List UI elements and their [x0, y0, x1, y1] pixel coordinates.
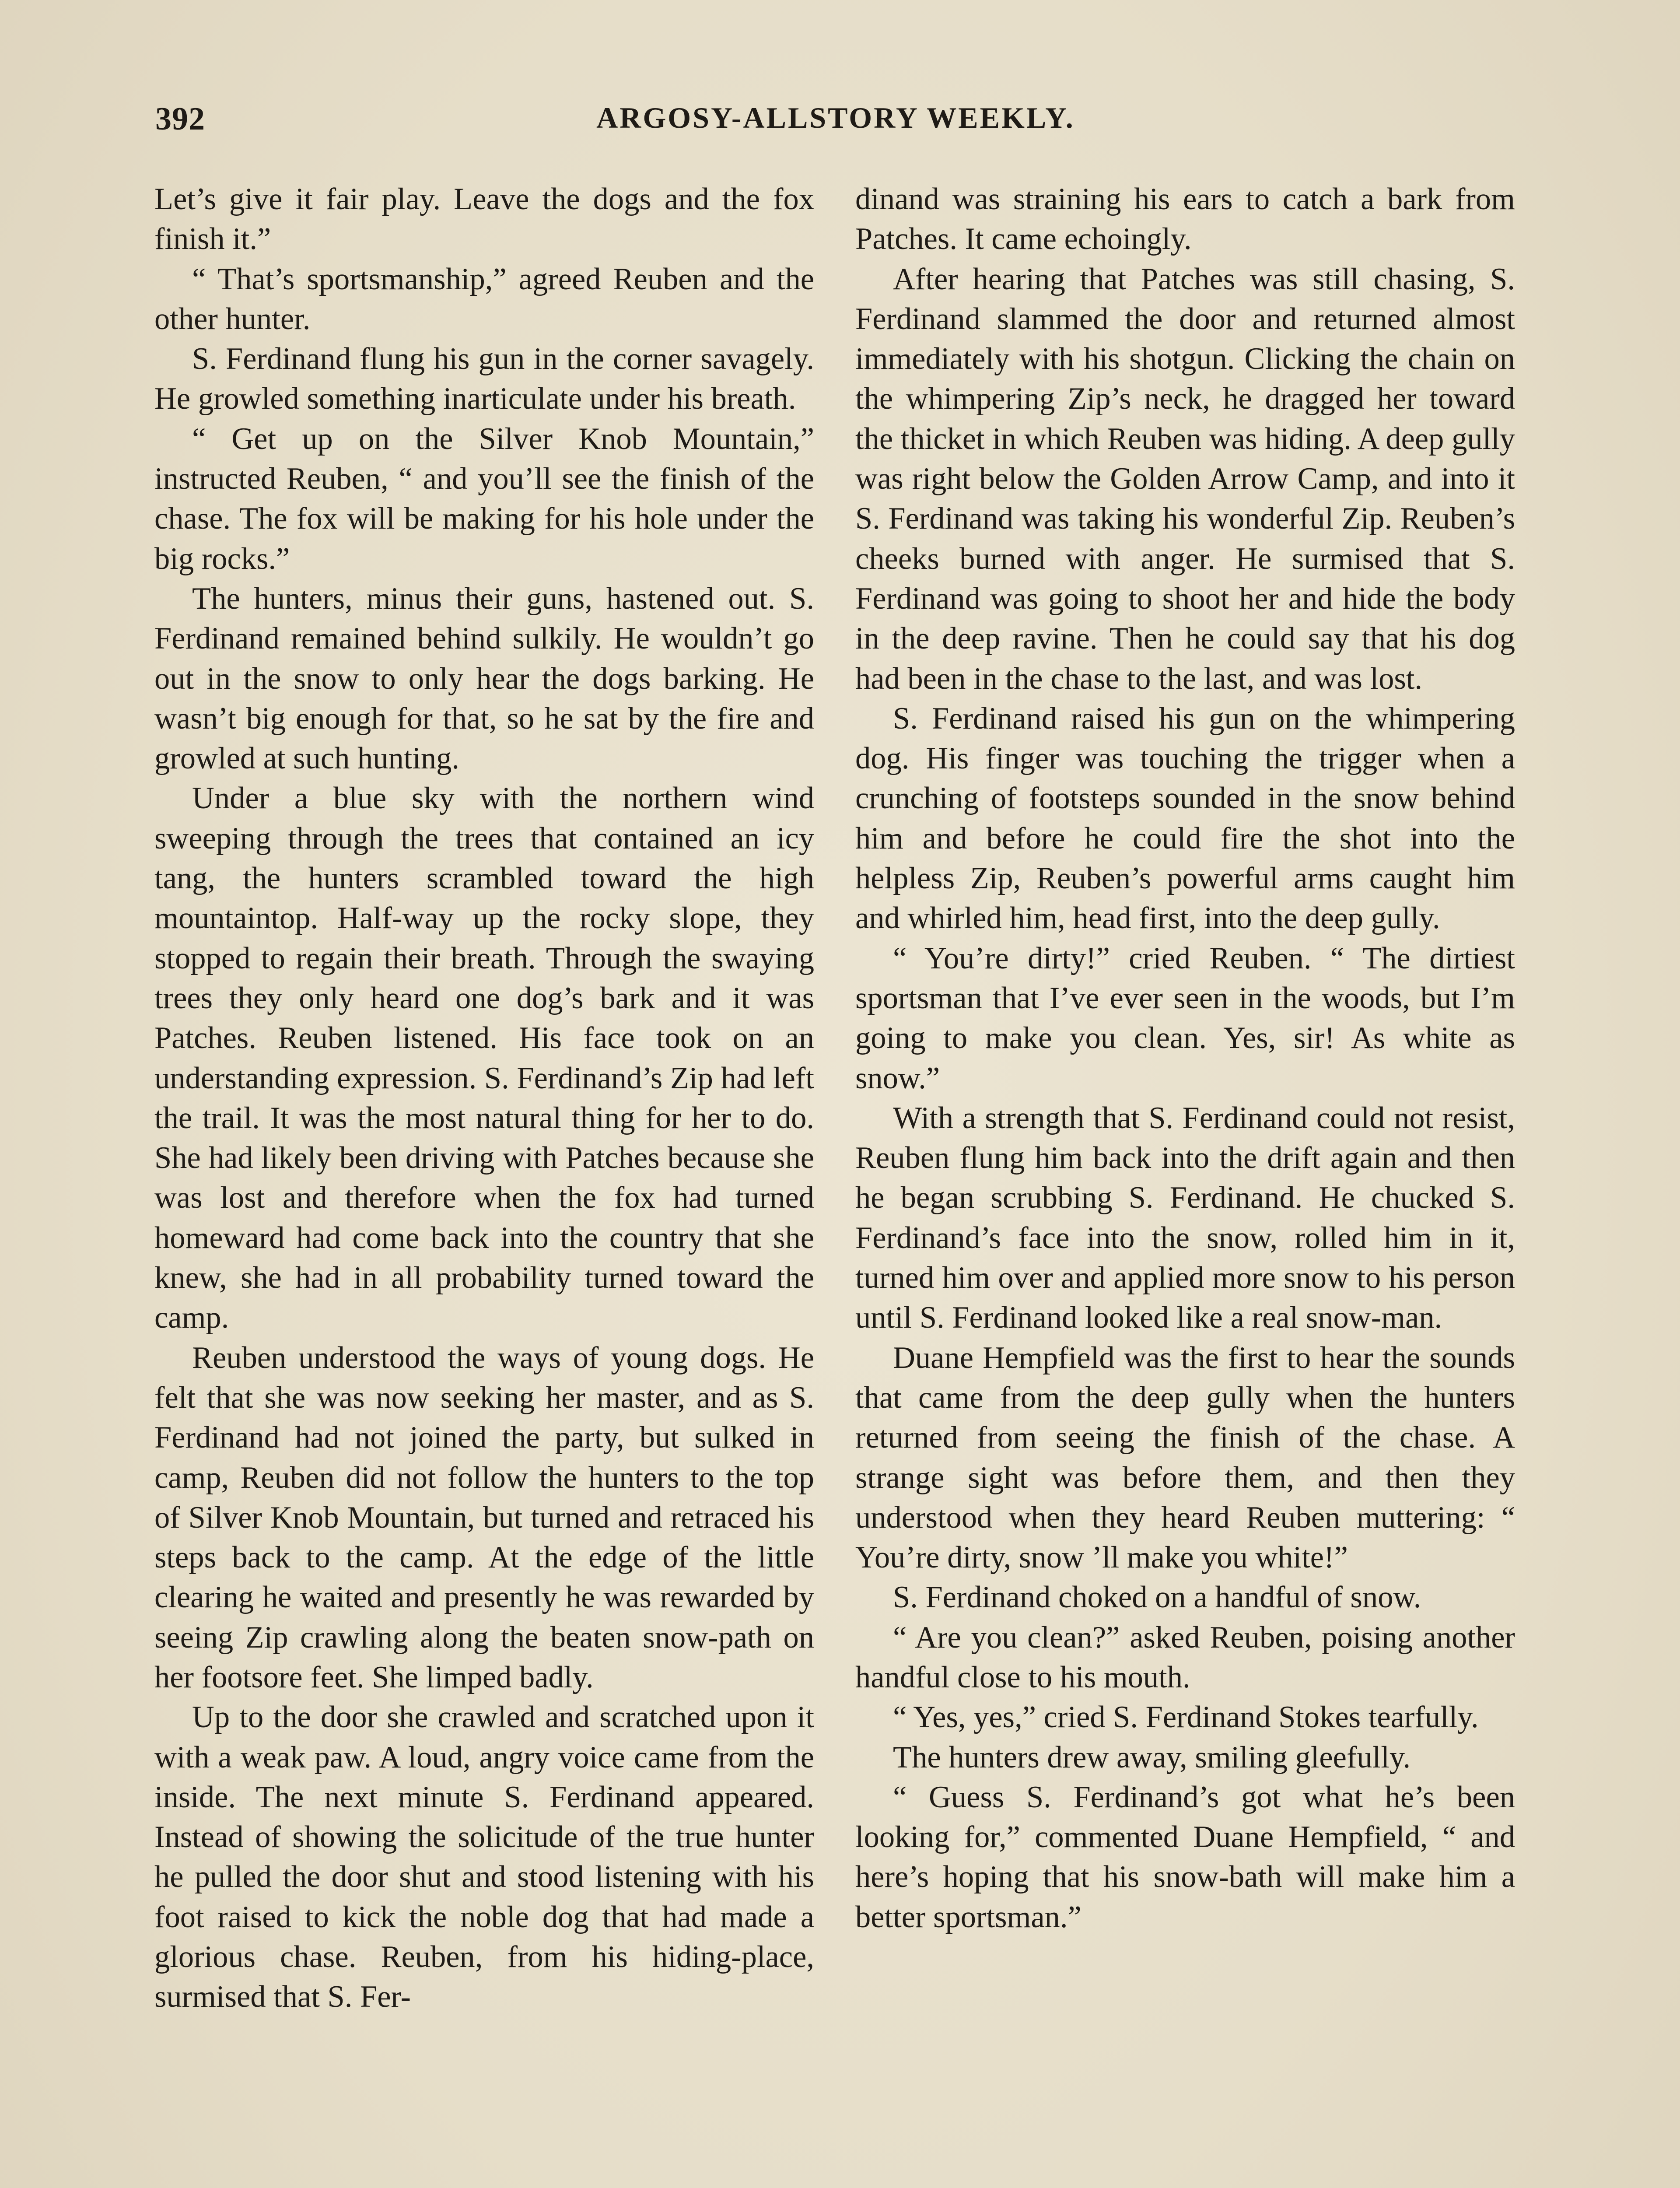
- page-number: 392: [155, 101, 205, 137]
- paragraph: The hunters drew away, smiling gleefully.: [893, 1740, 1411, 1774]
- paragraph: With a strength that S. Ferdinand could not resist, Reuben flung him back into the drift again and then he began scrubbing S. Ferdinand. He chucked S. Ferdinand’s face into the snow, rolled him in it, turned him over and applied more snow to his person until S. Ferdinand looked like a real snow-man.: [855, 1101, 1515, 1335]
- paragraph: Under a blue sky with the northern wind sweeping through the trees that contained an icy tang, the hunters scrambled toward the high mountaintop. Half-way up the rocky slope, they stopped to regain their breath. Through the swaying trees they only heard one dog’s bark and it was Patches. Reuben listened. His face took on an understanding expression. S. Ferdinand’s Zip had left the trail. It was the most natural thing for her to do. She had likely been driving with Patches because she was lost and therefore when the fox had turned homeward had come back into the country that she knew, she had in all probability turned toward the camp.: [154, 781, 814, 1335]
- paragraph: “ Guess S. Ferdinand’s got what he’s been looking for,” commented Duane Hempfield, “ and here’s hoping that his snow-bath will make him a better sportsman.”: [855, 1780, 1515, 1934]
- paragraph: dinand was straining his ears to catch a bark from Patches. It came echoingly.: [855, 182, 1515, 256]
- paragraph: “ That’s sportsmanship,” agreed Reuben and the other hunter.: [154, 262, 814, 336]
- paragraph: After hearing that Patches was still chasing, S. Ferdinand slammed the door and returned almost immediately with his shotgun. Clicking the chain on the whimpering Zip’s neck, he dragged her toward the thicket in which Reuben was hiding. A deep gully was right below the Golden Arrow Camp, and into it S. Ferdinand was taking his wonderful Zip. Reuben’s cheeks burned with anger. He surmised that S. Ferdinand was going to shoot her and hide the body in the deep ravine. Then he could say that his dog had been in the chase to the last, and was lost.: [855, 262, 1515, 696]
- paragraph: Duane Hempfield was the first to hear the sounds that came from the deep gully when the hunters returned from seeing the finish of the chase. A strange sight was before them, and then they understood when they heard Reuben muttering: “ You’re dirty, snow ’ll make you white!”: [855, 1340, 1515, 1575]
- paragraph: The hunters, minus their guns, hastened out. S. Ferdinand remained behind sulkily. He wouldn’t go out in the snow to only hear the dogs barking. He wasn’t big enough for that, so he sat by the fire and growled at such hunting.: [154, 581, 814, 776]
- paragraph: S. Ferdinand flung his gun in the corner savagely. He growled something inarticulate under his breath.: [154, 342, 814, 416]
- paragraph: “ You’re dirty!” cried Reuben. “ The dirtiest sportsman that I’ve ever seen in the woods, but I’m going to make you clean. Yes, sir! As white as snow.”: [855, 941, 1515, 1095]
- paragraph: “ Are you clean?” asked Reuben, poising another handful close to his mouth.: [855, 1620, 1515, 1694]
- paragraph: Reuben understood the ways of young dogs. He felt that she was now seeking her master, and as S. Ferdinand had not joined the party, but sulked in camp, Reuben did not follow the hunters to the top of Silver Knob Mountain, but turned and retraced his steps back to the camp. At the edge of the little clearing he waited and presently he was rewarded by seeing Zip crawling along the beaten snow-path on her footsore feet. She limped badly.: [154, 1340, 814, 1694]
- running-head: ARGOSY-ALLSTORY WEEKLY.: [596, 101, 1075, 134]
- page-header: [155, 101, 1516, 149]
- paragraph: “ Get up on the Silver Knob Mountain,” instructed Reuben, “ and you’ll see the finish of the chase. The fox will be making for his hole under the big rocks.”: [154, 421, 814, 576]
- paragraph: “ Yes, yes,” cried S. Ferdinand Stokes tearfully.: [893, 1700, 1479, 1735]
- right-column: [855, 179, 1515, 1937]
- paragraph: S. Ferdinand choked on a handful of snow.: [893, 1580, 1421, 1615]
- paragraph: Up to the door she crawled and scratched upon it with a weak paw. A loud, angry voice came from the inside. The next minute S. Ferdinand appeared. Instead of showing the solicitude of the true hunter he pulled the door shut and stood listening with his foot raised to kick the noble dog that had made a glorious chase. Reuben, from his hiding-place, surmised that S. Fer-: [154, 1700, 814, 2014]
- paragraph: Let’s give it fair play. Leave the dogs and the fox finish it.”: [154, 182, 814, 256]
- left-column: [154, 179, 814, 2017]
- paragraph: S. Ferdinand raised his gun on the whimpering dog. His finger was touching the trigger when a crunching of footsteps sounded in the snow behind him and before he could fire the shot into the helpless Zip, Reuben’s powerful arms caught him and whirled him, head first, into the deep gully.: [855, 701, 1515, 936]
